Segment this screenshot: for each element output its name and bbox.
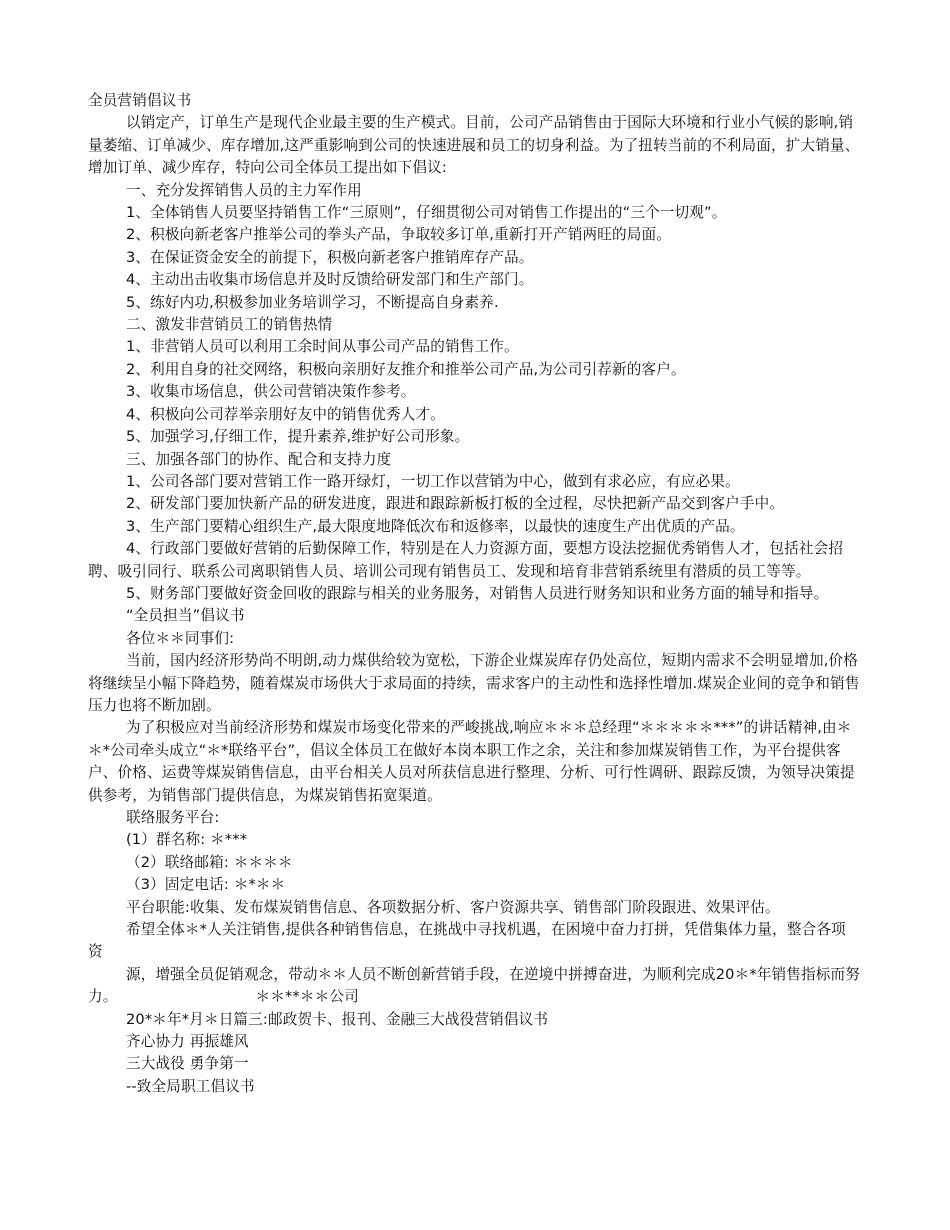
date-line: 20*＊年*月＊日篇三:邮政贺卡、报刊、金融三大战役营销倡议书 — [125, 1010, 549, 1028]
dedication-line: --致全局职工倡议书 — [125, 1077, 255, 1095]
hope-paragraph-2 — [88, 964, 860, 1009]
section-2-title: 二、激发非营销员工的销售热情 — [125, 316, 333, 334]
section-1-item: 1、全体销售人员要坚持销售工作“三原则”，仔细贯彻公司对销售工作提出的“三个一切观”。 — [125, 204, 727, 222]
section-2-item: 4、积极向公司荐举亲朋好友中的销售优秀人才。 — [125, 405, 446, 423]
section-3-item: 3、生产部门要精心组织生产,最大限度地降低次布和返修率，以最快的速度生产出优质的产品。 — [125, 517, 745, 535]
section-1-item: 2、积极向新老客户推举公司的拳头产品，争取较多订单,重新打开产销两旺的局面。 — [125, 226, 671, 244]
section-1-item: 4、主动出击收集市场信息并及时反馈给研发部门和生产部门。 — [125, 271, 534, 289]
paragraph-initiative: 为了积极应对当前经济形势和煤炭市场变化带来的严峻挑战,响应＊＊＊总经理“＊＊＊＊＊***”的讲话精神,由＊＊*公司牵头成立“＊*联络平台”，倡议全体员工在做好本岗本职工作之余，关注和参加煤炭销售工作，为平台提供客户、价格、运费等煤炭销售信息，由平台相关人员对所获信息进行整理、分析、可行性调研、跟踪反馈，为领导决策提供参考，为销售部门提供信息，为煤炭销售拓宽渠道。 — [88, 719, 855, 804]
hope-paragraph-1: 希望全体＊*人关注销售,提供各种销售信息，在挑战中寻找机遇，在困境中奋力打拼，凭借集体力量，整合各项资 — [88, 921, 846, 961]
slogan-line: 齐心协力 再振雄风 — [125, 1033, 249, 1051]
paragraph-situation: 当前，国内经济形势尚不明朗,动力煤供给较为宽松，下游企业煤炭库存仍处高位，短期内需求不会明显增加,价格将继续呈小幅下降趋势，随着煤炭市场供大于求局面的持续，需求客户的主动性和选择性增加.煤炭企业间的竞争和销售压力也将不断加剧。 — [88, 652, 860, 714]
contact-line: （2）联络邮箱: ＊＊＊＊ — [125, 853, 293, 871]
platform-functions: 平台职能:收集、发布煤炭销售信息、各项数据分析、客户资源共享、销售部门阶段跟进、效果评估。 — [125, 898, 780, 916]
intro-paragraph: 以销定产，订单生产是现代企业最主要的生产模式。目前，公司产品销售由于国际大环境和行业小气候的影响,销量萎缩、订单减少、库存增加,这严重影响到公司的快速进展和员工的切身利益。为了扭转当前的不利局面，扩大销量、增加订单、减少库存，特向公司全体员工提出如下倡议: — [88, 114, 860, 177]
section-3-item: 2、研发部门要加快新产品的研发进度，跟进和跟踪新板打板的全过程，尽快把新产品交到客户手中。 — [125, 495, 785, 513]
company-signature: ＊＊**＊＊公司 — [255, 988, 359, 1006]
contact-line: (1）群名称: ＊*** — [125, 831, 248, 849]
section-2-item: 5、加强学习,仔细工作，提升素养,维护好公司形象。 — [125, 428, 470, 446]
platform-label: 联络服务平台: — [125, 809, 220, 826]
section-2-item: 2、利用自身的社交网络，积极向亲朋好友推介和推举公司产品,为公司引荐新的客户。 — [125, 360, 686, 378]
section-3-item: 4、行政部门要做好营销的后勤保障工作，特别是在人力资源方面，要想方设法挖掘优秀销售人才，包括社会招聘、吸引同行、联系公司离职销售人员、培训公司现有销售员工、发现和培育非营销系统里有潜质的员工等等。 — [88, 540, 844, 580]
letter-2-title: “全员担当”倡议书 — [125, 607, 245, 625]
section-3-item: 5、财务部门要做好资金回收的跟踪与相关的业务服务，对销售人员进行财务知识和业务方面的辅导和指导。 — [125, 584, 829, 602]
section-1-item: 5、练好内功,积极参加业务培训学习，不断提高自身素养. — [125, 293, 499, 311]
document-page — [88, 90, 860, 1098]
section-3-item: 1、公司各部门要对营销工作一路开绿灯，一切工作以营销为中心，做到有求必应，有应必果。 — [125, 472, 740, 490]
slogan-line: 三大战役 勇争第一 — [125, 1055, 249, 1073]
hope-paragraph-2-text: 源，增强全员促销观念，带动＊＊人员不断创新营销手段，在逆境中拼搏奋进，为顺利完成20＊*年销售指标而努力。 — [88, 965, 860, 1006]
section-2-item: 1、非营销人员可以利用工余时间从事公司产品的销售工作。 — [125, 338, 519, 356]
section-1-item: 3、在保证资金安全的前提下，积极向新老客户推销库存产品。 — [125, 248, 534, 266]
section-2-item: 3、收集市场信息，供公司营销决策作参考。 — [125, 383, 416, 401]
greeting: 各位＊＊同事们: — [125, 629, 235, 647]
doc-title: 全员营销倡议书 — [88, 92, 192, 109]
contact-line: （3）固定电话: ＊*＊＊ — [125, 876, 286, 894]
section-3-title: 三、加强各部门的协作、配合和支持力度 — [125, 450, 392, 468]
section-1-title: 一、充分发挥销售人员的主力军作用 — [125, 181, 362, 199]
